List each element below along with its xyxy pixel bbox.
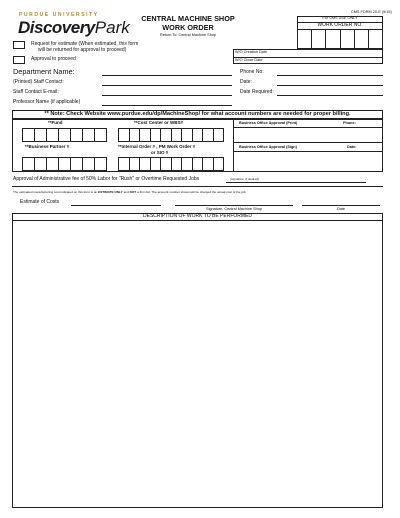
description-header: DESCRIPTION OF WORK TO BE PERFORMED xyxy=(143,213,252,219)
internal-order-label: **Internal Order # , PM Work Order # xyxy=(118,144,196,149)
disclaimer-estimate-only: ESTIMATE ONLY xyxy=(98,190,123,194)
department-label: Department Name: xyxy=(13,67,75,76)
cost-center-label: **Cost Center or WBS# xyxy=(134,120,184,125)
business-partner-cells[interactable] xyxy=(22,157,107,171)
professor-field[interactable] xyxy=(102,105,232,106)
wo-close-label: W/O Close Date xyxy=(235,57,263,62)
fund-label: **Fund xyxy=(48,120,63,125)
wo-creation-label: W/O Creation Date xyxy=(235,50,268,54)
work-order-no-label: WORK ORDER NO. xyxy=(317,22,363,28)
discovery-park-logo xyxy=(18,19,130,37)
sio-label: or SIO # xyxy=(151,150,169,155)
cms-signature-field[interactable] xyxy=(175,205,293,206)
office-approval-print-label: Business Office Approval (Print) xyxy=(239,120,298,125)
return-to-text: Return To: Central Machine Shop xyxy=(159,33,217,37)
signature-if-desired: (signature, if desired) xyxy=(230,177,260,181)
office-approval-sign-label: Business Office Approval (Sign) xyxy=(239,144,297,149)
estimate-checkbox[interactable] xyxy=(13,41,25,49)
office-approval-sign-field[interactable] xyxy=(234,152,383,171)
estimate-costs-label: Estimate of Costs xyxy=(20,199,60,205)
cms-use-label: For CMS USE ONLY xyxy=(322,16,358,20)
cms-signature-label: Signature, Central Machine Shop xyxy=(206,207,262,211)
estimate-disclaimer xyxy=(13,191,246,194)
approval-label: Approval to proceed xyxy=(31,56,76,62)
billing-note: ** Note: Check Website www.purdue.edu/dp/MachineShop/ for what account numbers are needed for proper billing. xyxy=(44,110,351,117)
estimate-label-1: Request for estimate (When estimated, this form xyxy=(31,41,139,47)
cost-center-cells[interactable] xyxy=(118,128,224,142)
phone-field[interactable] xyxy=(277,75,383,76)
date-label: Date: xyxy=(240,79,252,85)
approval-date-label: Date: xyxy=(347,144,357,149)
date-required-field[interactable] xyxy=(277,95,383,96)
date-required-label: Date Required: xyxy=(240,89,274,95)
internal-order-cells[interactable] xyxy=(118,157,224,171)
wo-creation-field[interactable] xyxy=(270,49,383,56)
disclaimer-part-2: and xyxy=(122,190,130,194)
admin-fee-label: Approval of Administrative fee of 50% Labor for "Rush" or Overtime Requested Jobs xyxy=(13,176,200,182)
office-approval-print-field[interactable] xyxy=(234,128,383,142)
business-partner-label: **Business Partner # xyxy=(25,144,70,149)
disclaimer-part-3: a firm bid. The account number shown will be charged the actual cost of the job. xyxy=(136,190,247,194)
staff-email-field[interactable] xyxy=(102,95,232,96)
staff-email-label: Staff Contact E-mail: xyxy=(13,89,59,95)
staff-contact-field[interactable] xyxy=(102,85,232,86)
logo-university-text: PURDUE UNIVERSITY xyxy=(19,12,99,18)
estimate-costs-field[interactable] xyxy=(71,205,161,206)
estimate-label-2: will be returned for approval to proceed) xyxy=(38,47,127,53)
form-title: CENTRAL MACHINE SHOP xyxy=(141,14,235,23)
form-id: CMS FORM 20-E (9/15) xyxy=(351,10,392,14)
disclaimer-not: NOT xyxy=(129,190,137,194)
description-field[interactable] xyxy=(13,221,382,507)
professor-label: Professor Name (if applicable) xyxy=(13,99,81,105)
staff-contact-label: (Printed) Staff Contact: xyxy=(13,79,64,85)
approval-phone-label: Phone: xyxy=(343,120,356,125)
logo-sub-text: Park xyxy=(94,18,130,37)
department-field[interactable] xyxy=(102,75,232,76)
work-order-no-cells[interactable] xyxy=(297,29,383,49)
form-subtitle: WORK ORDER xyxy=(162,23,214,32)
approval-checkbox[interactable] xyxy=(13,56,25,64)
disclaimer-part-1: The estimated manufacturing cost indicated on this form is an xyxy=(13,190,99,194)
wo-close-field[interactable] xyxy=(270,57,383,64)
admin-fee-signature-field[interactable] xyxy=(226,182,366,183)
date-field[interactable] xyxy=(277,85,383,86)
estimate-date-label: Date xyxy=(336,207,346,211)
logo-main-text: Discovery xyxy=(18,18,95,37)
estimate-date-field[interactable] xyxy=(302,205,380,206)
phone-label: Phone No: xyxy=(240,69,264,75)
fund-cells[interactable] xyxy=(22,128,107,142)
